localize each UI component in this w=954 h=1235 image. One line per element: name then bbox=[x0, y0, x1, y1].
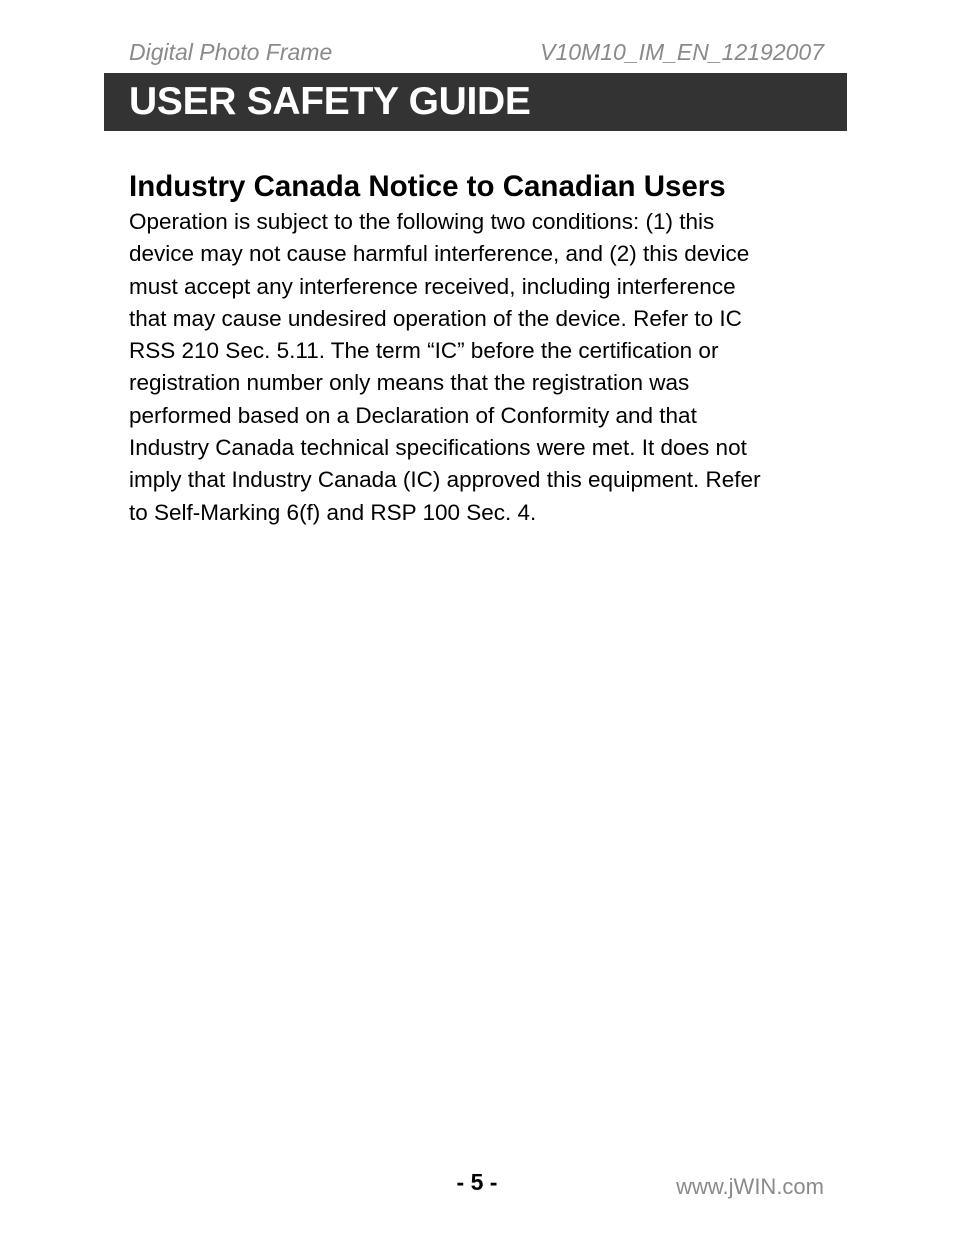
body-line: performed based on a Declaration of Conformity and that bbox=[129, 402, 697, 428]
body-line: device may not cause harmful interference, and (2) this device bbox=[129, 241, 750, 267]
body-line: must accept any interference received, including interference bbox=[129, 273, 736, 299]
header-document-code: V10M10_IM_EN_12192007 bbox=[540, 39, 824, 65]
body-line: that may cause undesired operation of the device. Refer to IC bbox=[129, 305, 742, 331]
header-product-name: Digital Photo Frame bbox=[129, 39, 333, 65]
section-body bbox=[129, 206, 829, 529]
body-line: Operation is subject to the following two conditions: (1) this bbox=[129, 209, 715, 234]
body-line: imply that Industry Canada (IC) approved this equipment. Refer bbox=[129, 467, 761, 493]
page-title: USER SAFETY GUIDE bbox=[129, 80, 531, 123]
page-number: - 5 - bbox=[456, 1169, 498, 1195]
footer-website-url: www.jWIN.com bbox=[676, 1174, 824, 1199]
section-banner bbox=[104, 73, 847, 131]
body-line: Industry Canada technical specifications were met. It does not bbox=[129, 435, 747, 461]
body-line: to Self-Marking 6(f) and RSP 100 Sec. 4. bbox=[129, 499, 537, 525]
industry-canada-notice bbox=[129, 169, 829, 529]
section-heading: Industry Canada Notice to Canadian Users bbox=[129, 170, 726, 203]
body-line: registration number only means that the registration was bbox=[129, 370, 690, 396]
body-line: RSS 210 Sec. 5.11. The term “IC” before the certification or bbox=[129, 338, 719, 364]
